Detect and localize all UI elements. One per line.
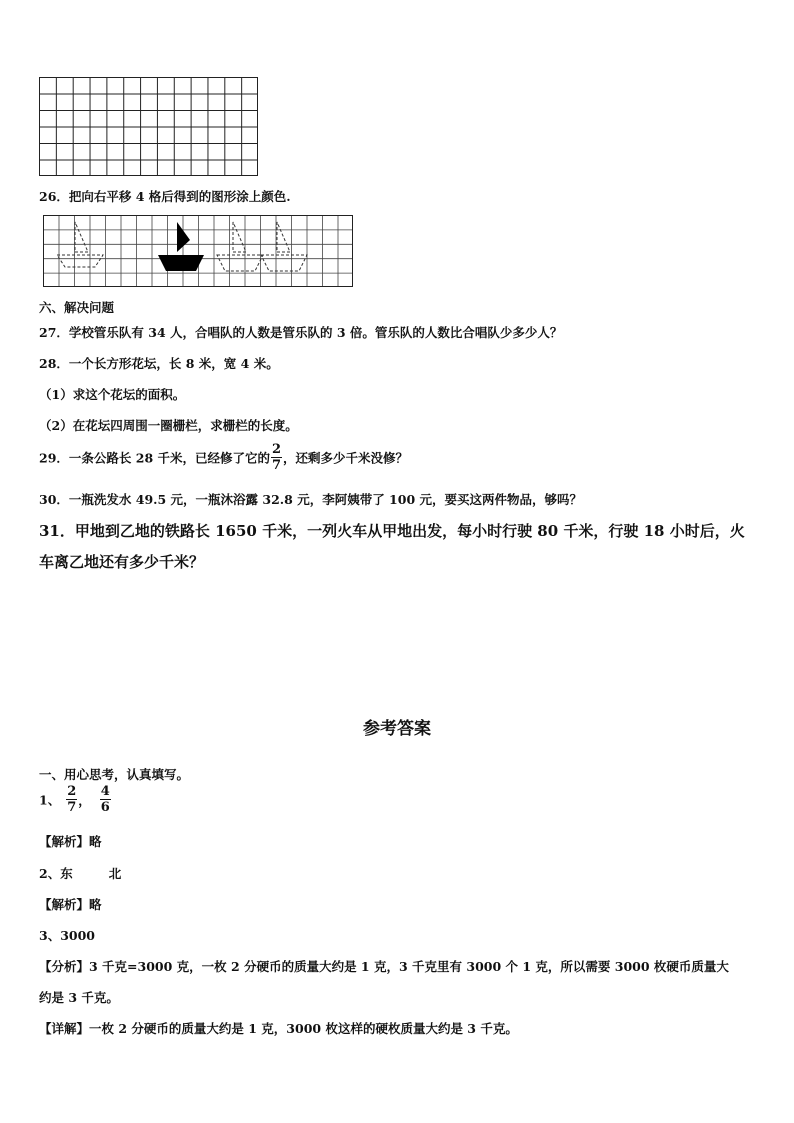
answer-2-first: 2、东 [39, 866, 73, 881]
question-31-line-2: 车离乙地还有多少千米？ [39, 553, 205, 571]
answer-2-second: 北 [108, 866, 122, 881]
answer-3: 3、3000 [39, 928, 95, 943]
question-29 [39, 443, 408, 472]
answer-3-analysis-line-2: 约是 3 千克。 [39, 990, 119, 1005]
answer-1-fraction-1 [66, 785, 77, 814]
question-26: 26．把向右平移 4 格后得到的图形涂上颜色. [39, 189, 291, 204]
answer-2 [39, 864, 121, 882]
question-30: 30．一瓶洗发水 49.5 元，一瓶沐浴露 32.8 元，李阿姨带了 100 元，要买这两件物品，够吗？ [39, 492, 582, 507]
fraction-denominator: 7 [67, 800, 77, 815]
section-6-title: 六、解决问题 [39, 300, 115, 315]
translation-grid [43, 215, 353, 287]
solid-boat [158, 222, 204, 271]
top-grid [39, 77, 259, 177]
fraction-2-7 [271, 443, 282, 472]
answer-2-analysis: 【解析】略 [39, 897, 102, 912]
fraction-denominator: 6 [100, 800, 110, 815]
fraction-numerator: 2 [67, 784, 77, 799]
answer-1-label: 1、 [39, 792, 61, 808]
answer-1 [39, 785, 112, 814]
answer-1-fraction-2 [100, 785, 111, 814]
answers-section-1: 一、用心思考，认真填写。 [39, 767, 190, 782]
question-27: 27．学校管乐队有 34 人，合唱队的人数是管乐队的 3 倍。管乐队的人数比合唱队少多少人？ [39, 325, 563, 340]
answer-3-detail: 【详解】一枚 2 分硬币的质量大约是 1 克，3000 枚这样的硬枚质量大约是 3 千克。 [39, 1021, 518, 1036]
fraction-numerator: 4 [100, 784, 110, 799]
answer-1-separator: ， [78, 792, 91, 808]
fraction-denominator: 7 [272, 458, 282, 473]
answers-title: 参考答案 [363, 719, 431, 739]
dashed-boat-2 [217, 222, 263, 271]
question-29-after: ，还剩多少千米没修？ [283, 450, 409, 466]
question-28-part-1: （1）求这个花坛的面积。 [39, 387, 186, 402]
question-29-before: 29．一条公路长 28 千米，已经修了它的 [39, 450, 270, 466]
dashed-boat-3 [261, 222, 307, 271]
question-31-line-1: 31．甲地到乙地的铁路长 1650 千米，一列火车从甲地出发，每小时行驶 80 千米，行驶 18 小时后，火 [39, 522, 745, 540]
answer-1-analysis: 【解析】略 [39, 834, 102, 849]
question-28-part-2: （2）在花坛四周围一圈栅栏，求栅栏的长度。 [39, 418, 298, 433]
answer-3-analysis-line-1: 【分析】3 千克=3000 克，一枚 2 分硬币的质量大约是 1 克，3 千克里有 3000 个 1 克，所以需要 3000 枚硬币质量大 [39, 959, 729, 974]
fraction-numerator: 2 [272, 442, 282, 457]
question-28: 28．一个长方形花坛，长 8 米，宽 4 米。 [39, 356, 279, 371]
